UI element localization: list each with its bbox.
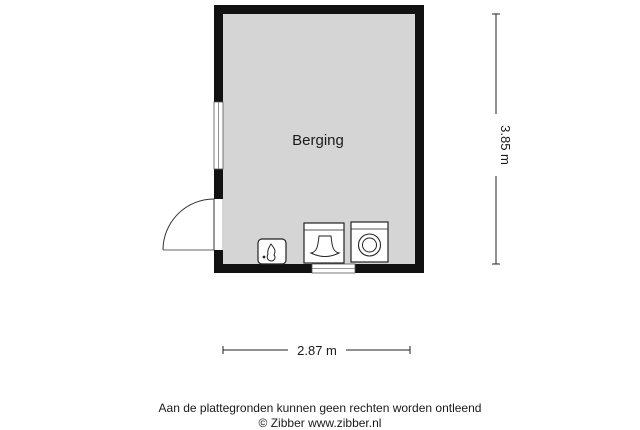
wall-bottom-right xyxy=(355,264,424,273)
credit-text: © Zibber www.zibber.nl xyxy=(258,416,382,430)
wall-bottom-left xyxy=(214,264,312,273)
dryer-icon xyxy=(304,223,344,263)
window-bottom xyxy=(312,264,355,273)
washing-machine-icon xyxy=(351,222,388,262)
boiler-icon xyxy=(258,239,286,264)
wall-left-lower xyxy=(214,250,223,273)
room-label: Berging xyxy=(292,132,344,149)
dimension-label-height: 3.85 m xyxy=(498,125,513,165)
wall-right xyxy=(415,5,424,273)
door-swing xyxy=(163,199,214,250)
wall-top xyxy=(214,5,423,14)
wall-left-upper xyxy=(214,5,223,102)
dimension-label-width: 2.87 m xyxy=(297,343,337,358)
disclaimer-text: Aan de plattegronden kunnen geen rechten worden ontleend xyxy=(158,401,482,415)
window-left xyxy=(214,102,223,169)
wall-left-middle xyxy=(214,169,223,199)
